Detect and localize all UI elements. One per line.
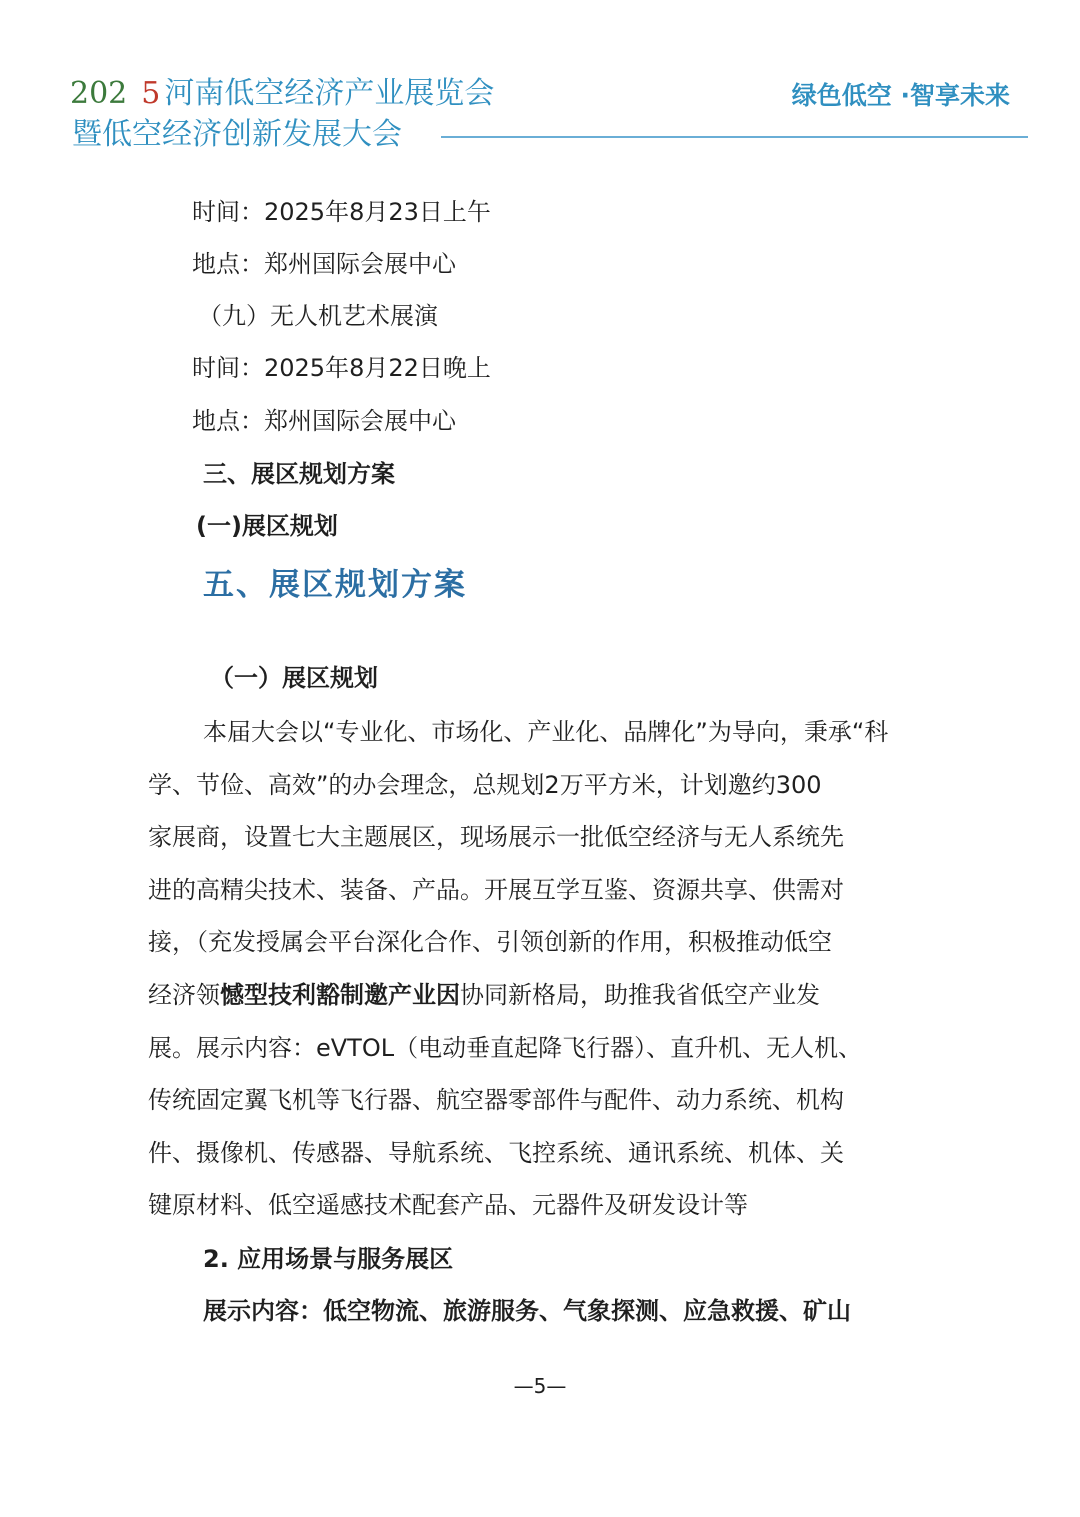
exhibition-planning-subheading: （一）展区规划 bbox=[210, 664, 378, 692]
paragraph-line: 进的高精尖技术、装备、产品。开展互学互鉴、资源共享、供需对 bbox=[148, 875, 844, 904]
header-title-line1 bbox=[70, 74, 494, 114]
paragraph-line: 键原材料、低空遥感技术配套产品、元器件及研发设计等 bbox=[148, 1191, 748, 1220]
header-divider bbox=[441, 136, 1028, 138]
paragraph-line: 家展商，设置七大主题展区，现场展示一批低空经济与无人系统先 bbox=[148, 823, 844, 852]
paragraph-line: 件、摄像机、传感器、导航系统、飞控系统、通讯系统、机体、关 bbox=[148, 1138, 844, 1167]
section-three-heading: 三、展区规划方案 bbox=[203, 460, 395, 488]
paragraph-line-start: 经济领 bbox=[148, 980, 220, 1009]
paragraph-line-mixed bbox=[148, 976, 940, 1029]
paragraph-bold-fragment: 憾型技利豁制邀产业因 bbox=[220, 980, 460, 1009]
paragraph-line-tail: 协同新格局，助推我省低空产业发 bbox=[460, 980, 820, 1009]
item-two-content: 展示内容：低空物流、旅游服务、气象探测、应急救援、矿山 bbox=[203, 1297, 851, 1325]
subsection-one-heading: (一)展区规划 bbox=[196, 512, 338, 540]
header-title-text: 河南低空经济产业展览会 bbox=[164, 76, 495, 111]
section-five-heading: 五、展区规划方案 bbox=[203, 567, 467, 603]
location-line-2: 地点：郑州国际会展中心 bbox=[192, 407, 456, 435]
page-number: —5— bbox=[513, 1374, 567, 1398]
paragraph-line: 展。展示内容：eVTOL（电动垂直起降飞行器）、直升机、无人机、 bbox=[148, 1033, 863, 1062]
location-line-1: 地点：郑州国际会展中心 bbox=[192, 250, 456, 278]
item-nine-title: （九）无人机艺术展演 bbox=[198, 302, 438, 330]
header-year: 202 bbox=[70, 76, 128, 111]
time-line-1: 时间：2025年8月23日上午 bbox=[192, 198, 491, 226]
paragraph-line: 学、节俭、高效”的办会理念，总规划2万平方米，计划邀约300 bbox=[148, 770, 822, 799]
item-two-heading: 2. 应用场景与服务展区 bbox=[203, 1245, 454, 1273]
paragraph-line: 接，（充发授属会平台深化合作、引领创新的作用，积极推动低空 bbox=[148, 928, 832, 957]
time-line-2: 时间：2025年8月22日晚上 bbox=[192, 354, 491, 382]
paragraph-line: 传统固定翼飞机等飞行器、航空器零部件与配件、动力系统、机构 bbox=[148, 1086, 844, 1115]
header-year-digit: 5 bbox=[141, 76, 161, 111]
body-paragraph bbox=[148, 713, 940, 1239]
header-slogan: 绿色低空 ·智享未来 bbox=[791, 81, 1010, 110]
paragraph-line: 本届大会以“专业化、市场化、产业化、品牌化”为导向，秉承“科 bbox=[203, 718, 889, 746]
header-title-line2: 暨低空经济创新发展大会 bbox=[72, 117, 402, 152]
